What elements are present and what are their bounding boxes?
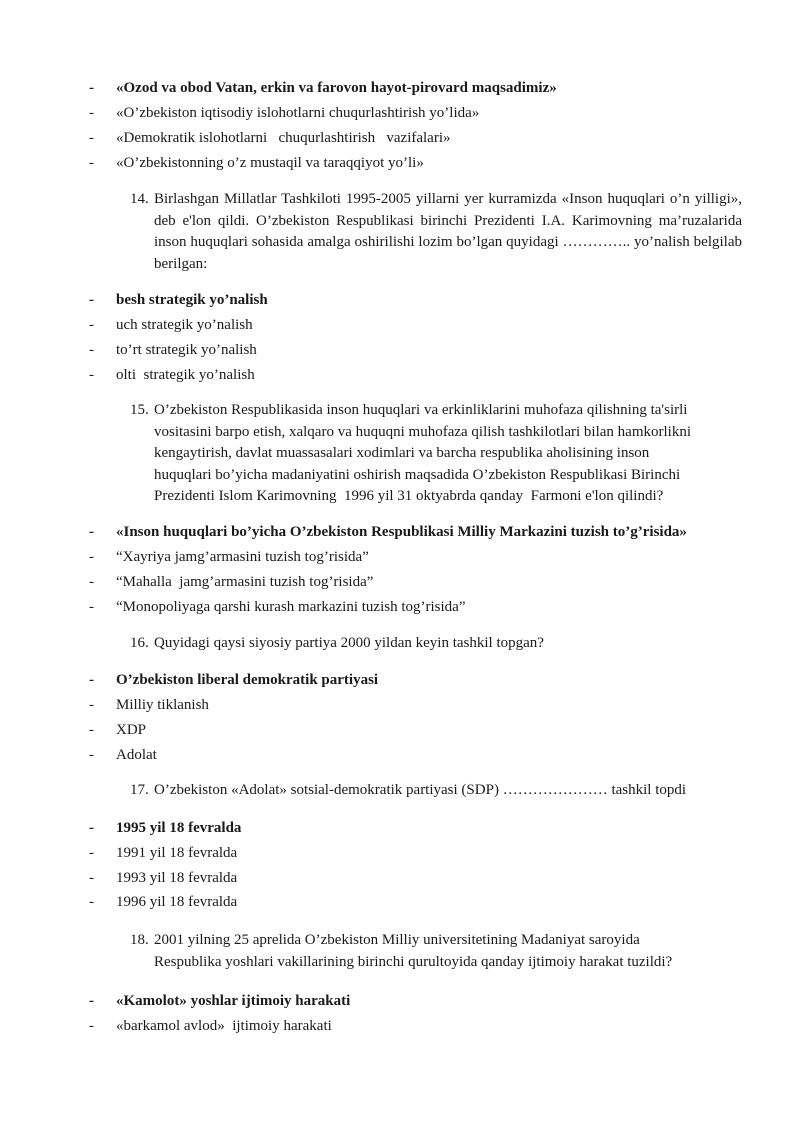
option-dash: -	[89, 574, 94, 590]
option-text: “Mahalla jamg’armasini tuzish tog’risida”	[116, 574, 374, 590]
option-text: olti strategik yo’nalish	[116, 367, 255, 383]
option-dash: -	[89, 722, 94, 738]
question-number: 15.	[130, 402, 149, 418]
option-dash: -	[89, 155, 94, 171]
option-dash: -	[89, 342, 94, 358]
option-text: 1996 yil 18 fevralda	[116, 894, 238, 910]
option-dash: -	[89, 599, 94, 615]
question-line: kengaytirish, davlat muassasalari xodimlari va barcha respublika aholisining inson	[154, 445, 650, 461]
option-text: «Inson huquqlari bo’yicha O’zbekiston Respublikasi Milliy Markazini tuzish to’g’risida»	[116, 524, 687, 540]
option-text: «Demokratik islohotlarni chuqurlashtirish vazifalari»	[116, 130, 451, 146]
question-text	[154, 400, 742, 508]
question-text	[154, 633, 742, 655]
option-dash: -	[89, 130, 94, 146]
option-dash: -	[89, 292, 94, 308]
option-text: «barkamol avlod» ijtimoiy harakati	[116, 1018, 332, 1034]
question-18	[130, 930, 742, 973]
option-text: «O’zbekiston iqtisodiy islohotlarni chuqurlashtirish yo’lida»	[116, 105, 480, 121]
option-text: XDP	[116, 722, 147, 738]
question-text	[154, 930, 742, 973]
option-text: “Xayriya jamg’armasini tuzish tog’risida”	[116, 549, 369, 565]
option-dash: -	[89, 993, 94, 1009]
option-text: 1993 yil 18 fevralda	[116, 870, 238, 886]
question-line: vositasini barpo etish, xalqaro va huquqni muhofaza qilish tashkilotlari bilan hamkorlikni	[154, 423, 691, 440]
option-dash: -	[89, 105, 94, 121]
option-text: uch strategik yo’nalish	[116, 317, 253, 333]
question-line: O’zbekiston Respublikasida inson huquqlari va erkinliklarini muhofaza qilishning ta'sirli	[154, 402, 688, 418]
option-text: «Kamolot» yoshlar ijtimoiy harakati	[116, 993, 351, 1009]
question-text: Birlashgan Millatlar Tashkiloti 1995-2005 yillarni yer kurramizda «Inson huquqlari o’n yilligi», deb e'lon qildi. O’zbekiston Respublikasi birinchi Prezidenti I.A. Karimovning ma’ruzalarida inson huquqlari sohasida amalga oshirilishi lozim bo’lgan quyidagi ………….. yo’nalish belgilab berilgan:	[154, 191, 742, 272]
option-dash: -	[89, 367, 94, 383]
question-line: Quyidagi qaysi siyosiy partiya 2000 yildan keyin tashkil topgan?	[154, 635, 544, 651]
question-number: 14.	[130, 191, 149, 207]
option-text: 1991 yil 18 fevralda	[116, 845, 238, 861]
option-dash: -	[89, 870, 94, 886]
question-number: 16.	[130, 635, 149, 651]
option-dash: -	[89, 80, 94, 96]
option-dash: -	[89, 317, 94, 333]
question-number: 18.	[130, 932, 149, 948]
question-14	[130, 189, 742, 275]
option-text: to’rt strategik yo’nalish	[116, 342, 257, 358]
option-dash: -	[89, 672, 94, 688]
question-line: huquqlari bo’yicha madaniyatini oshirish maqsadida O’zbekiston Respublikasi Birinchi	[154, 466, 681, 483]
option-text: Milliy tiklanish	[116, 697, 209, 713]
question-16	[130, 633, 742, 655]
option-text: «Ozod va obod Vatan, erkin va farovon hayot-pirovard maqsadimiz»	[116, 80, 557, 96]
question-line: Prezidenti Islom Karimovning 1996 yil 31 oktyabrda qanday Farmoni e'lon qilindi?	[154, 488, 664, 504]
question-17	[130, 780, 742, 802]
question-line: O’zbekiston «Adolat» sotsial-demokratik partiyasi (SDP) ………………… tashkil topdi	[154, 782, 687, 798]
option-text: O’zbekiston liberal demokratik partiyasi	[116, 672, 379, 688]
question-line: Respublika yoshlari vakillarining birinchi qurultoyida qanday ijtimoiy harakat tuzildi?	[154, 953, 673, 970]
option-text: Adolat	[116, 747, 157, 763]
option-text: besh strategik yo’nalish	[116, 292, 268, 308]
option-dash: -	[89, 894, 94, 910]
question-15	[130, 400, 742, 508]
option-text: “Monopoliyaga qarshi kurash markazini tuzish tog’risida”	[116, 599, 466, 615]
question-number: 17.	[130, 782, 149, 798]
option-dash: -	[89, 524, 94, 540]
question-text	[154, 780, 742, 802]
option-dash: -	[89, 845, 94, 861]
question-line: 2001 yilning 25 aprelida O’zbekiston Milliy universitetining Madaniyat saroyida	[154, 932, 640, 948]
option-text: 1995 yil 18 fevralda	[116, 820, 242, 836]
option-dash: -	[89, 820, 94, 836]
option-dash: -	[89, 747, 94, 763]
option-dash: -	[89, 697, 94, 713]
option-dash: -	[89, 1018, 94, 1034]
option-dash: -	[89, 549, 94, 565]
option-text: «O’zbekistonning o’z mustaqil va taraqqiyot yo’li»	[116, 155, 424, 171]
